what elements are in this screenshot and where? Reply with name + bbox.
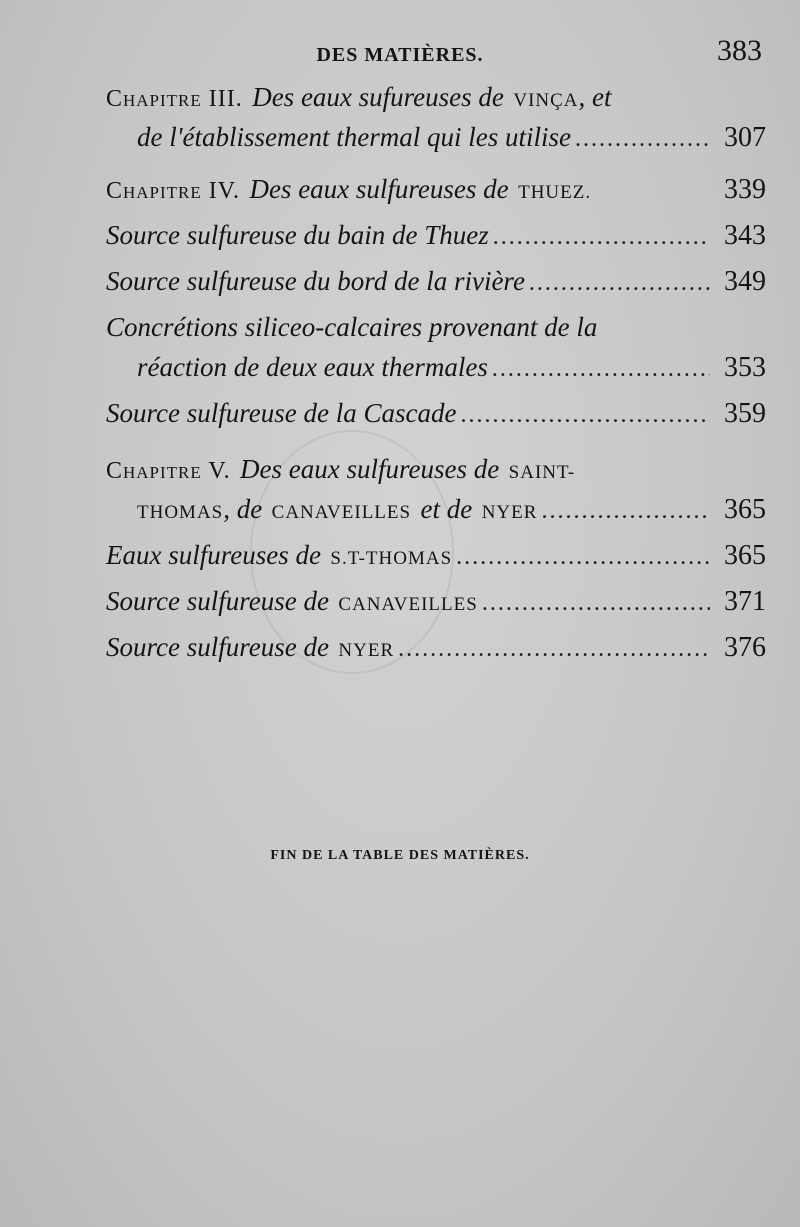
place-name: NYER xyxy=(338,640,395,661)
place-name: THOMAS xyxy=(137,502,224,523)
place-name: VINÇA xyxy=(513,90,579,111)
dot-leader xyxy=(482,590,710,617)
chapter-label: Chapitre III. xyxy=(106,86,243,112)
entry-title: Source sulfureuse de xyxy=(106,632,329,662)
toc-entry-chapter-4 xyxy=(106,174,766,214)
entry-page: 343 xyxy=(724,220,766,251)
dot-leader xyxy=(493,224,710,251)
place-name: THUEZ. xyxy=(518,182,592,203)
entry-page: 376 xyxy=(724,632,766,663)
toc-entry xyxy=(106,266,766,306)
toc-entry xyxy=(106,540,766,580)
entry-title: Des eaux sulfureuses de xyxy=(240,454,500,484)
dot-leader xyxy=(460,402,710,429)
entry-title-cont: , de xyxy=(223,494,263,524)
chapter-label: Chapitre V. xyxy=(106,458,231,484)
toc-entry xyxy=(106,398,766,438)
place-name: SAINT- xyxy=(508,462,576,483)
dot-leader xyxy=(541,498,710,525)
place-name: NYER xyxy=(481,502,538,523)
toc-entry-chapter-3-cont xyxy=(137,122,766,162)
dot-leader xyxy=(456,544,710,571)
entry-page: 339 xyxy=(724,174,766,205)
entry-title: Eaux sulfureuses de xyxy=(106,540,321,570)
entry-page: 307 xyxy=(724,122,766,153)
entry-title: Des eaux sufureuses de xyxy=(252,82,504,112)
dot-leader xyxy=(492,356,710,383)
entry-page: 353 xyxy=(724,352,766,383)
toc-entry xyxy=(106,632,766,672)
entry-title: de l'établissement thermal qui les utilise xyxy=(137,122,571,152)
toc-entry-chapter-5 xyxy=(106,454,766,494)
dot-leader xyxy=(398,636,710,663)
entry-title-cont: , et xyxy=(578,82,612,112)
entry-title: Source sulfureuse du bain de Thuez xyxy=(106,220,489,250)
entry-page: 349 xyxy=(724,266,766,297)
toc-entry-chapter-5-cont xyxy=(137,494,766,534)
entry-title: réaction de deux eaux thermales xyxy=(137,352,488,382)
dot-leader xyxy=(575,126,710,153)
entry-title: Source sulfureuse de la Cascade xyxy=(106,398,457,428)
end-of-table-note: FIN DE LA TABLE DES MATIÈRES. xyxy=(270,848,530,863)
toc-entry-cont xyxy=(137,352,766,392)
entry-title: Source sulfureuse de xyxy=(106,586,329,616)
place-name: S.T-THOMAS xyxy=(330,548,453,569)
dot-leader xyxy=(529,270,710,297)
entry-title: Des eaux sulfureuses de xyxy=(249,174,509,204)
toc-entry xyxy=(106,220,766,260)
running-header: DES MATIÈRES. xyxy=(316,44,484,66)
toc-entry xyxy=(106,312,766,352)
chapter-label: Chapitre IV. xyxy=(106,178,241,204)
entry-page: 365 xyxy=(724,494,766,525)
place-name: CANAVEILLES xyxy=(271,502,412,523)
page-number: 383 xyxy=(717,34,762,67)
place-name: CANAVEILLES xyxy=(338,594,478,615)
entry-page: 365 xyxy=(724,540,766,571)
entry-title: Concrétions siliceo-calcaires provenant de la xyxy=(106,312,598,342)
toc-entry xyxy=(106,586,766,626)
entry-title: Source sulfureuse du bord de la rivière xyxy=(106,266,525,296)
entry-title-cont: et de xyxy=(420,494,473,524)
entry-page: 371 xyxy=(724,586,766,617)
entry-page: 359 xyxy=(724,398,766,429)
toc-entry-chapter-3 xyxy=(106,82,766,122)
